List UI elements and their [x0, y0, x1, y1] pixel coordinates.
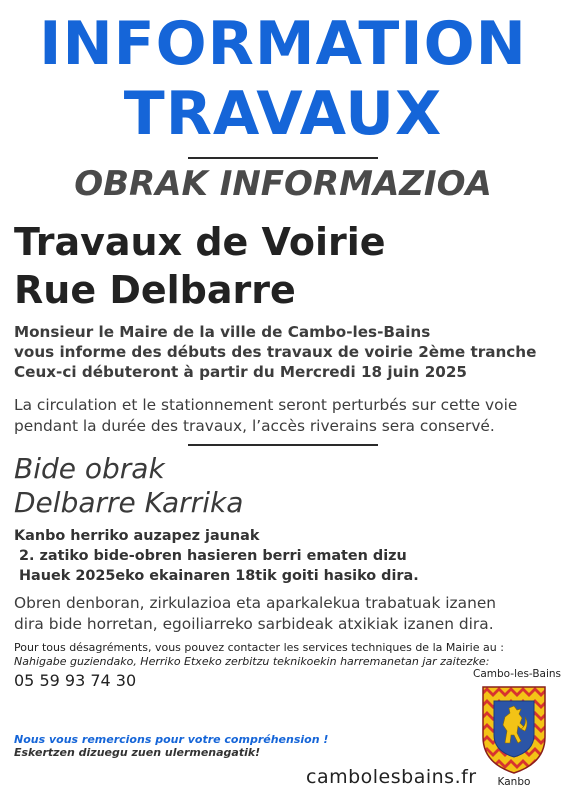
title-information: INFORMATION: [39, 9, 527, 79]
coat-of-arms-lion-icon: [481, 685, 547, 775]
french-notice: [14, 322, 559, 382]
french-heading-line-2: Rue Delbarre: [14, 268, 296, 312]
phone-number[interactable]: 05 59 93 74 30: [14, 671, 137, 690]
basque-notice-line: Hauek 2025eko ekainaren 18tik goiti hasiko dira.: [14, 568, 419, 584]
thanks-french: Nous vous remercions pour votre compréhension !: [14, 733, 329, 746]
town-crest: [473, 668, 562, 794]
contact-text-basque: Nahigabe guziendako, Herriko Etxeko zerbitzu teknikoekin harremanetan jar zaitezke:: [14, 655, 490, 668]
basque-notice: [14, 526, 559, 586]
french-heading: [14, 218, 386, 314]
french-traffic-line: pendant la durée des travaux, l’accès riverains sera conservé.: [14, 417, 495, 435]
basque-heading: [14, 452, 243, 520]
basque-title: OBRAK INFORMAZIOA: [74, 164, 492, 204]
thanks-basque: Eskertzen dizuegu zuen ulermenagatik!: [14, 746, 261, 759]
title-travaux: TRAVAUX: [123, 79, 443, 149]
basque-traffic-line: dira bide horretan, egoiliarreko sarbideak atxikiak izanen dira.: [14, 615, 494, 633]
french-notice-line: Ceux-ci débuteront à partir du Mercredi 18 juin 2025: [14, 363, 467, 381]
divider-middle: [188, 444, 378, 446]
basque-traffic-info: [14, 593, 559, 635]
french-heading-line-1: Travaux de Voirie: [14, 220, 386, 264]
basque-traffic-line: Obren denboran, zirkulazioa eta aparkalekua trabatuak izanen: [14, 594, 497, 612]
basque-notice-line: Kanbo herriko auzapez jaunak: [14, 528, 260, 544]
divider-top: [188, 157, 378, 159]
contact-text-french: Pour tous désagréments, vous pouvez contacter les services techniques de la Mairie au :: [14, 641, 504, 654]
french-notice-line: vous informe des débuts des travaux de voirie 2ème tranche: [14, 343, 537, 361]
crest-label-top: Cambo-les-Bains: [473, 668, 562, 680]
french-traffic-line: La circulation et le stationnement seront perturbés sur cette voie: [14, 396, 518, 414]
crest-label-bottom: Kanbo: [497, 776, 531, 788]
website-link[interactable]: cambolesbains.fr: [306, 766, 477, 788]
basque-notice-line: 2. zatiko bide-obren hasieren berri ematen dizu: [14, 548, 407, 564]
basque-heading-line-2: Delbarre Karrika: [14, 486, 244, 519]
basque-heading-line-1: Bide obrak: [14, 452, 165, 485]
french-notice-line: Monsieur le Maire de la ville de Cambo-les-Bains: [14, 323, 431, 341]
french-traffic-info: [14, 395, 559, 437]
